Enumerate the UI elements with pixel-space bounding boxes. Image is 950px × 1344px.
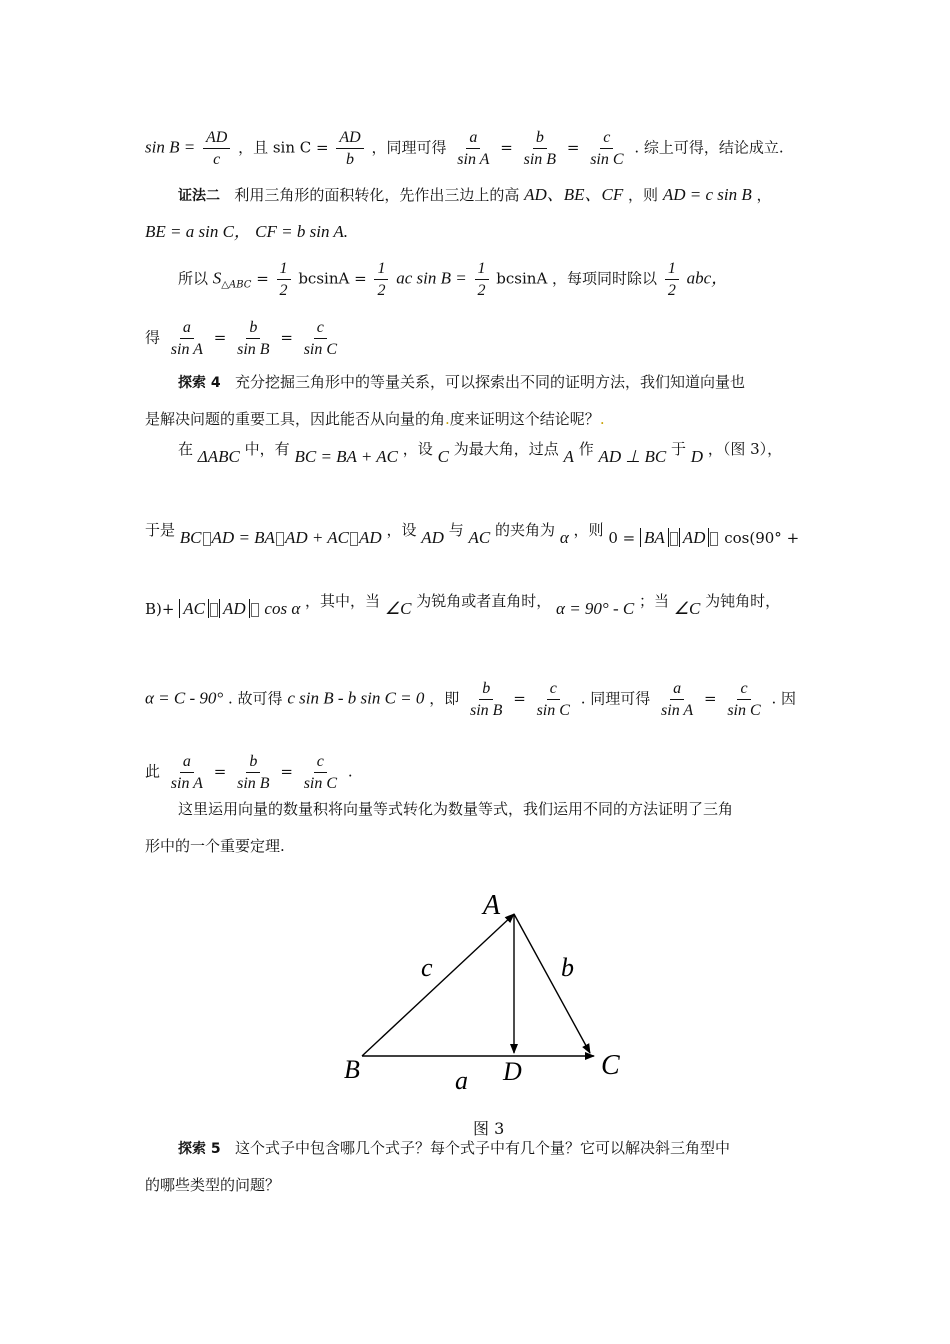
- vec-AD-BA: AD = BA: [211, 528, 275, 547]
- text-therefore: . 因: [771, 689, 796, 708]
- area-term-1: bcsinA =: [298, 269, 367, 288]
- text-fig-ref: ，（图 3），: [707, 440, 783, 458]
- area-S: S: [212, 268, 222, 288]
- dot-box: [203, 532, 211, 546]
- fraction-b-sinB: $\frac{b}{\text{sin B}}$: [469, 680, 503, 719]
- emphasis-dot: .: [445, 410, 450, 428]
- csinB-equation: c sin B - b sin C = 0: [287, 688, 425, 708]
- explore-4-text-b: 度来证明这个结论呢？: [449, 410, 600, 428]
- result-prefix: 得: [145, 328, 161, 347]
- text-have: 中，有: [244, 440, 290, 458]
- text-where: ，其中，当: [305, 592, 381, 610]
- label-b: b: [561, 953, 574, 982]
- fraction-b-sinB: $\frac{b}{\text{sin B}}$: [237, 319, 270, 358]
- area-subscript: △ABC: [221, 279, 252, 291]
- dot-box: [251, 603, 259, 617]
- fraction-b-sinB: $\frac{b}{\text{sin B}}$: [523, 129, 557, 168]
- fraction-half: $\frac{1}{2}$: [277, 259, 291, 300]
- cos-alpha: cos α: [264, 599, 301, 618]
- abs-AD: AD: [679, 528, 710, 547]
- law-of-sines-line: [145, 318, 343, 359]
- emphasis-dot: .: [599, 410, 605, 428]
- dot-product-equation: [180, 528, 382, 547]
- heights-line: [145, 221, 348, 243]
- AD-formula: AD = c sin B: [662, 185, 752, 204]
- proof-two-line: [178, 184, 772, 207]
- alpha-obtuse-formula: α = C - 90°: [145, 688, 224, 708]
- area-line: [178, 259, 728, 300]
- equals: =: [566, 138, 580, 157]
- fraction-b-sinB: $\frac{b}{\text{sin B}}$: [237, 753, 270, 792]
- equals: =: [703, 689, 717, 708]
- point-D: D: [690, 447, 704, 466]
- proof-two-label: 证法二: [178, 188, 220, 204]
- alpha-acute-formula: α = 90° - C: [556, 599, 635, 618]
- text-let: ，设: [386, 521, 417, 539]
- text-draw: 作: [578, 440, 594, 458]
- text-let: ，设: [402, 440, 433, 458]
- figure-caption: 图 3: [473, 1119, 505, 1138]
- side-b-arrow: [514, 914, 590, 1053]
- angle-C-sym: ∠C: [384, 599, 412, 618]
- angle-C-sym: ∠C: [673, 599, 701, 618]
- conclusion-text: . 综上可得，结论成立.: [634, 138, 784, 157]
- explore-5-label: 探索 5: [178, 1141, 221, 1157]
- dot-box: [710, 532, 718, 546]
- fraction-c-sinC: $\frac{c}{\text{sin C}}$: [590, 129, 624, 168]
- label-C: C: [601, 1050, 620, 1081]
- equals: =: [213, 328, 227, 347]
- sinB-lhs: sin B =: [145, 137, 196, 157]
- label-B: B: [344, 1055, 360, 1084]
- point-A: A: [563, 447, 574, 466]
- angle-C: C: [437, 447, 449, 466]
- text-largest-angle: 为最大角，过点: [453, 440, 559, 458]
- text-when: ；当: [639, 592, 670, 610]
- cos-90-plus: cos(90° +: [724, 529, 800, 547]
- label-c: c: [421, 953, 433, 982]
- text-namely: ，即: [429, 689, 460, 708]
- vec-BC: BC: [179, 528, 202, 547]
- abs-BA: BA: [640, 528, 669, 547]
- text-angle-between: 的夹角为: [495, 521, 556, 539]
- dot-box: [350, 532, 358, 546]
- fraction-AD-c: $\frac{AD}{c}$: [203, 128, 230, 169]
- dot-box: [670, 532, 678, 546]
- abs-AC: AC: [179, 599, 209, 618]
- summary-text-2: 形中的一个重要定理.: [145, 837, 285, 855]
- final-result-line: [145, 752, 353, 793]
- label-D: D: [503, 1057, 522, 1086]
- fraction-half: $\frac{1}{2}$: [374, 259, 388, 300]
- label-A: A: [483, 890, 501, 921]
- explore-4-label: 探索 4: [178, 375, 221, 391]
- fraction-half: $\frac{1}{2}$: [475, 259, 489, 300]
- triangle-ABC: ΔABC: [197, 447, 240, 466]
- explore-5-text-2: 的哪些类型的问题？: [145, 1176, 281, 1194]
- result-prefix: 此: [145, 762, 161, 781]
- B-close: B)+: [145, 600, 175, 618]
- vector-setup-line: [178, 440, 783, 468]
- text-then: ，则: [573, 521, 604, 539]
- vector-BC-equation: BC = BA + AC: [294, 447, 399, 466]
- fraction-a-sinA: $\frac{a}{\text{sin A}}$: [661, 680, 694, 719]
- dot-product-line: [145, 521, 800, 549]
- proof-two-text: 利用三角形的面积转化，先作出三边上的高: [234, 186, 520, 204]
- vec-AD-AC: AD + AC: [284, 528, 349, 547]
- equals: =: [500, 138, 513, 157]
- fraction-c-sinC: $\frac{c}{\text{sin C}}$: [727, 680, 761, 719]
- fraction-AD-b: $\frac{AD}{b}$: [336, 128, 363, 169]
- area-term-3: bcsinA ，每项同时除以: [496, 269, 658, 288]
- explore-4-text: 充分挖掘三角形中的等量关系，可以探索出不同的证明方法，我们知道向量也: [234, 373, 745, 391]
- text-similarly: . 同理可得: [580, 689, 651, 708]
- proof-line-1: [145, 128, 784, 169]
- fraction-c-sinC: $\frac{c}{\text{sin C}}$: [303, 319, 338, 358]
- text-similarly: ，同理可得: [371, 138, 447, 157]
- dot-box: [210, 603, 218, 617]
- angle-cases-line: [145, 592, 781, 620]
- text-obtuse: 为钝角时，: [705, 592, 781, 610]
- explore-5-text: 这个式子中包含哪几个式子？每个式子中有几个量？它可以解决斜三角型中: [234, 1139, 730, 1157]
- area-term-4: abc，: [686, 268, 729, 288]
- AD-perp-BC: AD ⊥ BC: [598, 447, 667, 466]
- dot-box: [276, 532, 284, 546]
- alpha: α: [559, 528, 569, 547]
- equals: =: [256, 269, 269, 288]
- summary-line-2: [145, 835, 285, 857]
- fraction-half: $\frac{1}{2}$: [665, 259, 679, 300]
- summary-line: [178, 798, 733, 820]
- heights-math: AD、BE、CF: [524, 185, 624, 204]
- fraction-c-sinC: $\frac{c}{\text{sin C}}$: [536, 680, 570, 719]
- text-and: 与: [448, 521, 464, 539]
- explore-5-line: [178, 1137, 730, 1160]
- explore-4-line: [178, 371, 745, 394]
- label-a: a: [455, 1066, 468, 1095]
- fraction-a-sinA: $\frac{a}{\text{sin A}}$: [170, 319, 203, 358]
- text-hence: . 故可得: [227, 689, 283, 708]
- derivation-line: [145, 679, 796, 720]
- explore-4-text-a: 是解决问题的重要工具，因此能否从向量的角: [145, 410, 446, 428]
- proof-two-text-2: ，则: [628, 186, 659, 204]
- text-thus: 于是: [145, 521, 176, 539]
- abs-AD: AD: [219, 599, 250, 618]
- equals: =: [213, 762, 227, 781]
- equals: =: [280, 328, 293, 347]
- proof-two-text-3: ，: [756, 186, 772, 204]
- fraction-a-sinA: $\frac{a}{\text{sin A}}$: [457, 129, 490, 168]
- text-at: 于: [670, 440, 686, 458]
- vec-AD: AD: [421, 528, 444, 547]
- explore-5-line-2: [145, 1174, 280, 1196]
- fraction-c-sinC: $\frac{c}{\text{sin C}}$: [303, 753, 338, 792]
- BE-CF-formula: BE = a sin C， CF = b sin A.: [145, 222, 349, 241]
- triangle-figure: [330, 880, 640, 1110]
- side-c-arrow: [362, 914, 514, 1056]
- equals: =: [280, 762, 293, 781]
- text-acute: 为锐角或者直角时，: [416, 592, 552, 610]
- period: .: [347, 762, 353, 781]
- vec-AD: AD: [359, 528, 382, 547]
- area-term-2: ac sin B =: [396, 268, 467, 288]
- area-prefix: 所以: [178, 269, 209, 288]
- summary-text: 这里运用向量的数量积将向量等式转化为数量等式，我们运用不同的方法证明了三角: [178, 800, 734, 818]
- explore-4-line-2: [145, 408, 605, 430]
- text-sinC: ，且 sin C =: [238, 138, 329, 157]
- vec-AC: AC: [468, 528, 491, 547]
- equals: =: [513, 689, 526, 708]
- fraction-a-sinA: $\frac{a}{\text{sin A}}$: [170, 753, 203, 792]
- zero-equals: 0 =: [608, 529, 636, 547]
- text-in: 在: [178, 440, 194, 458]
